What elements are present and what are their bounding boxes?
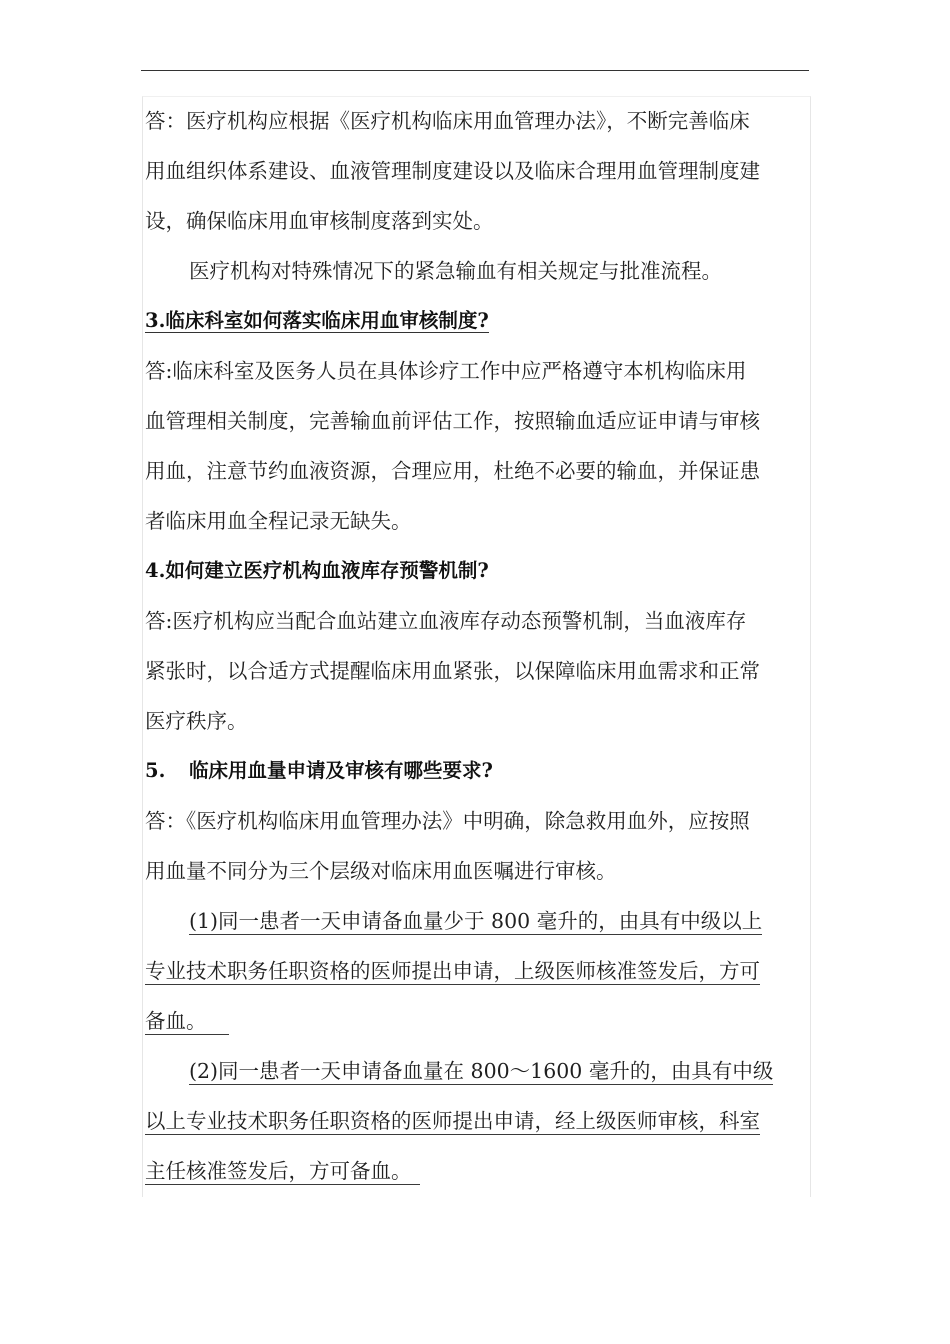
answer-5-line-2: 用血量不同分为三个层级对临床用血医嘱进行审核。	[145, 859, 617, 883]
item-1-line-1-wrap	[189, 906, 762, 936]
question-5-heading	[145, 756, 493, 786]
question-5-number: 5.	[145, 759, 166, 782]
question-4-title: 4.如何建立医疗机构血液库存预警机制?	[145, 559, 489, 582]
question-3-heading	[145, 306, 489, 336]
answer-3-line-1: 答:临床科室及医务人员在具体诊疗工作中应严格遵守本机构临床用	[145, 359, 747, 383]
item-2-line-2-wrap	[145, 1106, 760, 1136]
item-2-line-1: (2)同一患者一天申请备血量在 800～1600 毫升的，由具有中级	[189, 1059, 774, 1083]
item-2-line-2: 以上专业技术职务任职资格的医师提出申请，经上级医师审核，科室	[145, 1109, 760, 1133]
item-1-line-3: 备血。	[145, 1009, 229, 1035]
answer-1-line-1: 答：医疗机构应根据《医疗机构临床用血管理办法》，不断完善临床	[145, 109, 750, 133]
item-1-line-1: (1)同一患者一天申请备血量少于 800 毫升的，由具有中级以上	[189, 909, 763, 933]
answer-4-line-1: 答:医疗机构应当配合血站建立血液库存动态预警机制，当血液库存	[145, 609, 747, 633]
answer-1-line-2: 用血组织体系建设、血液管理制度建设以及临床合理用血管理制度建	[145, 159, 760, 183]
answer-3-line-2: 血管理相关制度，完善输血前评估工作，按照输血适应证申请与审核	[145, 409, 760, 433]
item-2-line-3-wrap	[145, 1156, 420, 1186]
item-1-line-2: 专业技术职务任职资格的医师提出申请，上级医师核准签发后，方可	[145, 959, 760, 983]
answer-5-line-1: 答：《医疗机构临床用血管理办法》中明确，除急救用血外，应按照	[145, 809, 750, 833]
answer-4-line-3: 医疗秩序。	[145, 709, 248, 733]
item-2-line-3: 主任核准签发后，方可备血。	[145, 1159, 420, 1185]
answer-4-line-2: 紧张时，以合适方式提醒临床用血紧张，以保障临床用血需求和正常	[145, 659, 760, 683]
page-header-rule	[141, 70, 809, 71]
answer-1-extra-paragraph: 医疗机构对特殊情况下的紧急输血有相关规定与批准流程。	[189, 259, 722, 283]
item-2-line-1-wrap	[189, 1056, 773, 1086]
question-5-title: 临床用血量申请及审核有哪些要求?	[189, 759, 493, 782]
question-3-title: 3.临床科室如何落实临床用血审核制度?	[145, 309, 489, 332]
answer-1-line-3: 设，确保临床用血审核制度落到实处。	[145, 209, 494, 233]
item-1-line-3-wrap	[145, 1006, 229, 1036]
answer-3-line-3: 用血，注意节约血液资源，合理应用，杜绝不必要的输血，并保证患	[145, 459, 760, 483]
item-1-line-2-wrap	[145, 956, 760, 986]
answer-3-line-4: 者临床用血全程记录无缺失。	[145, 509, 412, 533]
